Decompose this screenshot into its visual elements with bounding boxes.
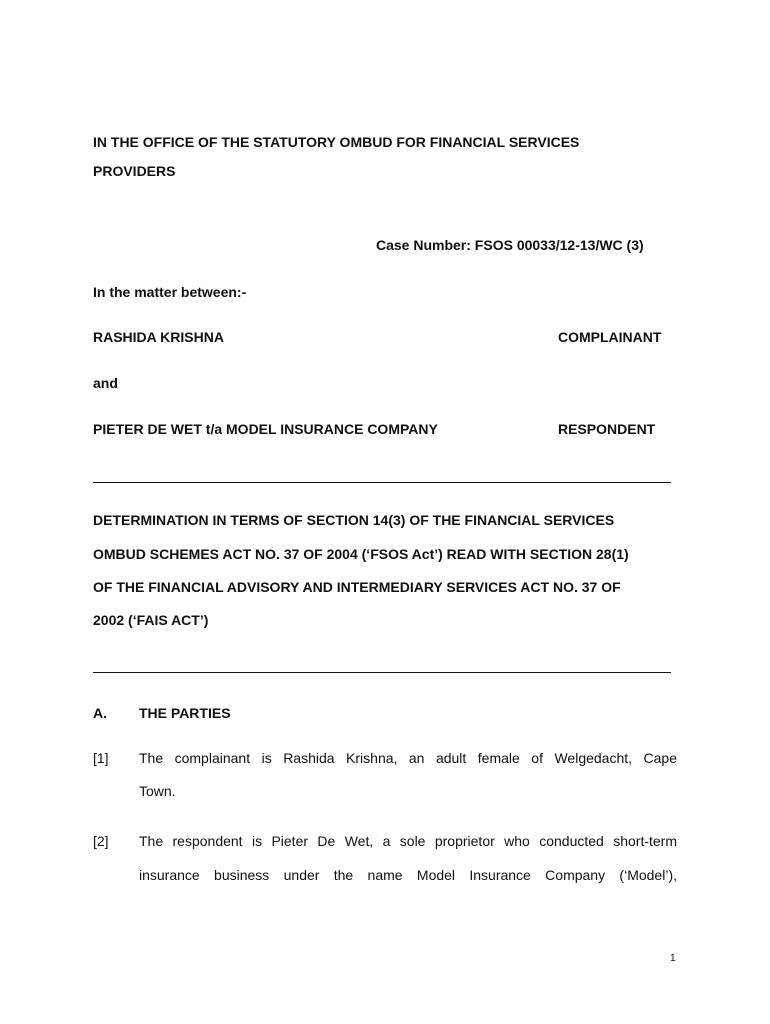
page-number: 1	[670, 953, 676, 964]
paragraph-line: insurance business under the name Model Insurance Company (‘Model’),	[139, 867, 677, 883]
paragraph-line: The respondent is Pieter De Wet, a sole proprietor who conducted short-term	[139, 833, 677, 849]
complainant-name: RASHIDA KRISHNA	[93, 329, 224, 345]
complainant-role: COMPLAINANT	[558, 329, 662, 345]
section-title: THE PARTIES	[139, 705, 231, 721]
matter-between-label: In the matter between:-	[93, 284, 247, 300]
header-title-line-2: PROVIDERS	[93, 163, 176, 179]
respondent-name: PIETER DE WET t/a MODEL INSURANCE COMPANY	[93, 421, 438, 437]
case-number: Case Number: FSOS 00033/12-13/WC (3)	[376, 237, 644, 253]
determination-line-1: DETERMINATION IN TERMS OF SECTION 14(3) OF THE FINANCIAL SERVICES	[93, 512, 615, 528]
horizontal-rule-top	[93, 482, 671, 483]
determination-line-4: 2002 (‘FAIS ACT’)	[93, 612, 209, 628]
paragraph-number: [2]	[93, 833, 109, 849]
respondent-role: RESPONDENT	[558, 421, 656, 437]
paragraph-number: [1]	[93, 750, 109, 766]
and-label: and	[93, 375, 118, 391]
header-title-line-1: IN THE OFFICE OF THE STATUTORY OMBUD FOR FINANCIAL SERVICES	[93, 134, 580, 150]
paragraph-line: The complainant is Rashida Krishna, an adult female of Welgedacht, Cape	[139, 750, 677, 766]
determination-line-3: OF THE FINANCIAL ADVISORY AND INTERMEDIARY SERVICES ACT NO. 37 OF	[93, 579, 621, 595]
paragraph-line: Town.	[139, 783, 176, 799]
section-letter: A.	[93, 705, 107, 721]
horizontal-rule-bottom	[93, 672, 671, 673]
determination-line-2: OMBUD SCHEMES ACT NO. 37 OF 2004 (‘FSOS Act’) READ WITH SECTION 28(1)	[93, 546, 629, 562]
